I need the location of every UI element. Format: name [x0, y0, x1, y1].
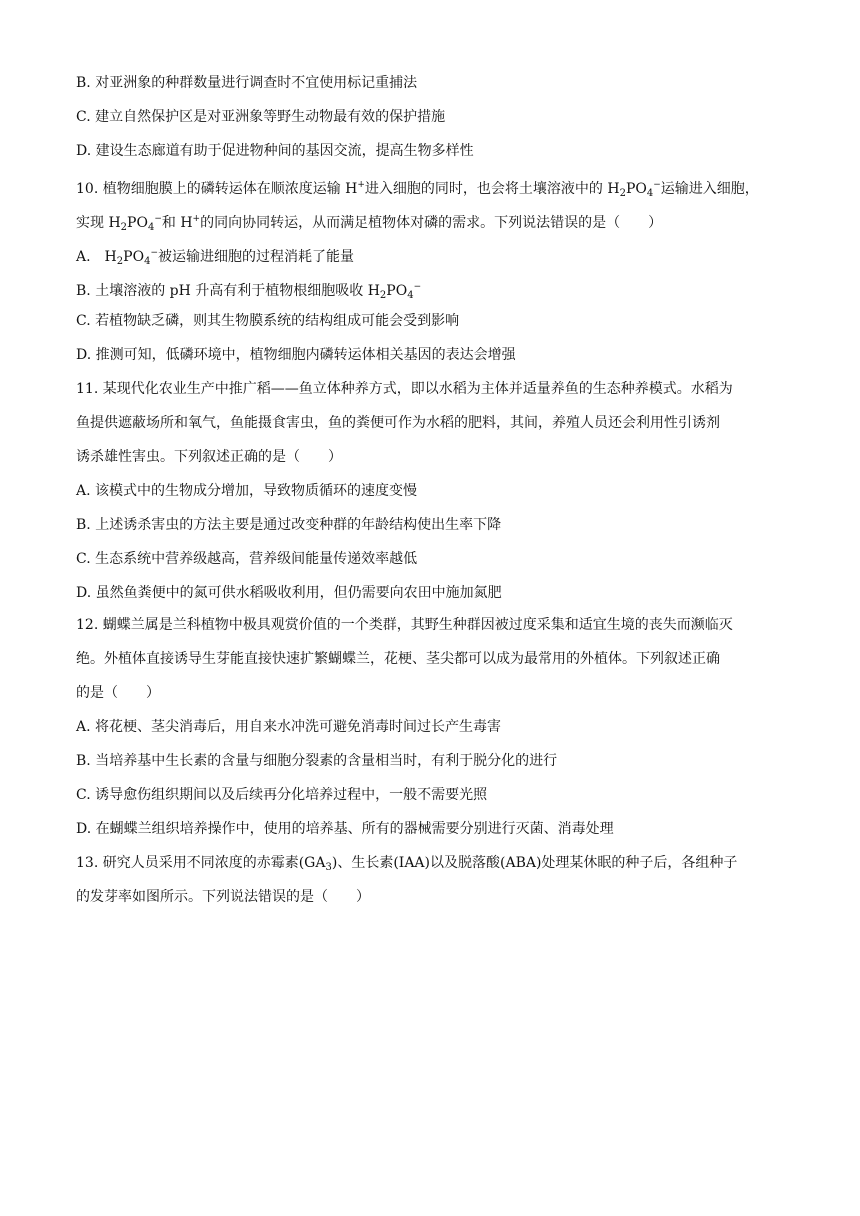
- q11-stem-line-2: 鱼提供遮蔽场所和氧气，鱼能摄食害虫，鱼的粪便可作为水稻的肥料，其间，养殖人员还会利用性引诱剂: [76, 415, 720, 431]
- q10-option-b: B. 土壤溶液的 pH 升高有利于植物根细胞吸收 $H_2PO_4^-$: [76, 282, 422, 301]
- q9-option-c: C. 建立自然保护区是对亚洲象等野生动物最有效的保护措施: [76, 109, 446, 125]
- q12-option-a: A. 将花梗、茎尖消毒后，用自来水冲洗可避免消毒时间过长产生毒害: [76, 719, 502, 735]
- q12-stem-line-3: 的是（ ）: [76, 685, 160, 701]
- q9-option-b: B. 对亚洲象的种群数量进行调查时不宜使用标记重捕法: [76, 75, 418, 91]
- q11-option-b: B. 上述诱杀害虫的方法主要是通过改变种群的年龄结构使出生率下降: [76, 517, 502, 533]
- q12-option-d: D. 在蝴蝶兰组织培养操作中，使用的培养基、所有的器械需要分别进行灭菌、消毒处理: [76, 821, 614, 837]
- q10-stem-line-2: 实现 $H_2PO_4^-$和 H+的同向协同转运，从而满足植物体对磷的需求。下列说法错误的是（ ）: [76, 214, 663, 233]
- q13-stem-line-2: 的发芽率如图所示。下列说法错误的是（ ）: [76, 889, 370, 905]
- q9-option-d: D. 建设生态廊道有助于促进物种间的基因交流，提高生物多样性: [76, 143, 474, 159]
- q11-option-d: D. 虽然鱼粪便中的氮可供水稻吸收利用，但仍需要向农田中施加氮肥: [76, 585, 502, 601]
- q12-option-b: B. 当培养基中生长素的含量与细胞分裂素的含量相当时，有利于脱分化的进行: [76, 753, 558, 769]
- q13-stem-line-1: 13. 研究人员采用不同浓度的赤霉素$(GA_3)$、生长素(IAA)以及脱落酸(ABA)处理某休眠的种子后，各组种子: [76, 855, 738, 873]
- q11-stem-line-1: 11. 某现代化农业生产中推广稻——鱼立体种养方式，即以水稻为主体并适量养鱼的生态种养模式。水稻为: [76, 381, 733, 397]
- q10-option-c: C. 若植物缺乏磷，则其生物膜系统的结构组成可能会受到影响: [76, 313, 460, 329]
- q10-option-d: D. 推测可知，低磷环境中，植物细胞内磷转运体相关基因的表达会增强: [76, 347, 516, 363]
- q11-option-a: A. 该模式中的生物成分增加，导致物质循环的速度变慢: [76, 483, 418, 499]
- q12-stem-line-1: 12. 蝴蝶兰属是兰科植物中极具观赏价值的一个类群，其野生种群因被过度采集和适宜生境的丧失而濒临灭: [76, 617, 733, 633]
- q11-option-c: C. 生态系统中营养级越高，营养级间能量传递效率越低: [76, 551, 418, 567]
- q12-stem-line-2: 绝。外植体直接诱导生芽能直接快速扩繁蝴蝶兰，花梗、茎尖都可以成为最常用的外植体。下列叙述正确: [76, 651, 720, 667]
- q10-stem-line-1: 10. 植物细胞膜上的磷转运体在顺浓度运输 H+进入细胞的同时，也会将土壤溶液中的 $H_2PO_4^-$运输进入细胞，: [76, 180, 759, 199]
- q11-stem-line-3: 诱杀雄性害虫。下列叙述正确的是（ ）: [76, 449, 342, 465]
- q10-option-a: A. $H_2PO_4^-$被运输进细胞的过程消耗了能量: [76, 248, 354, 267]
- q12-option-c: C. 诱导愈伤组织期间以及后续再分化培养过程中，一般不需要光照: [76, 787, 488, 803]
